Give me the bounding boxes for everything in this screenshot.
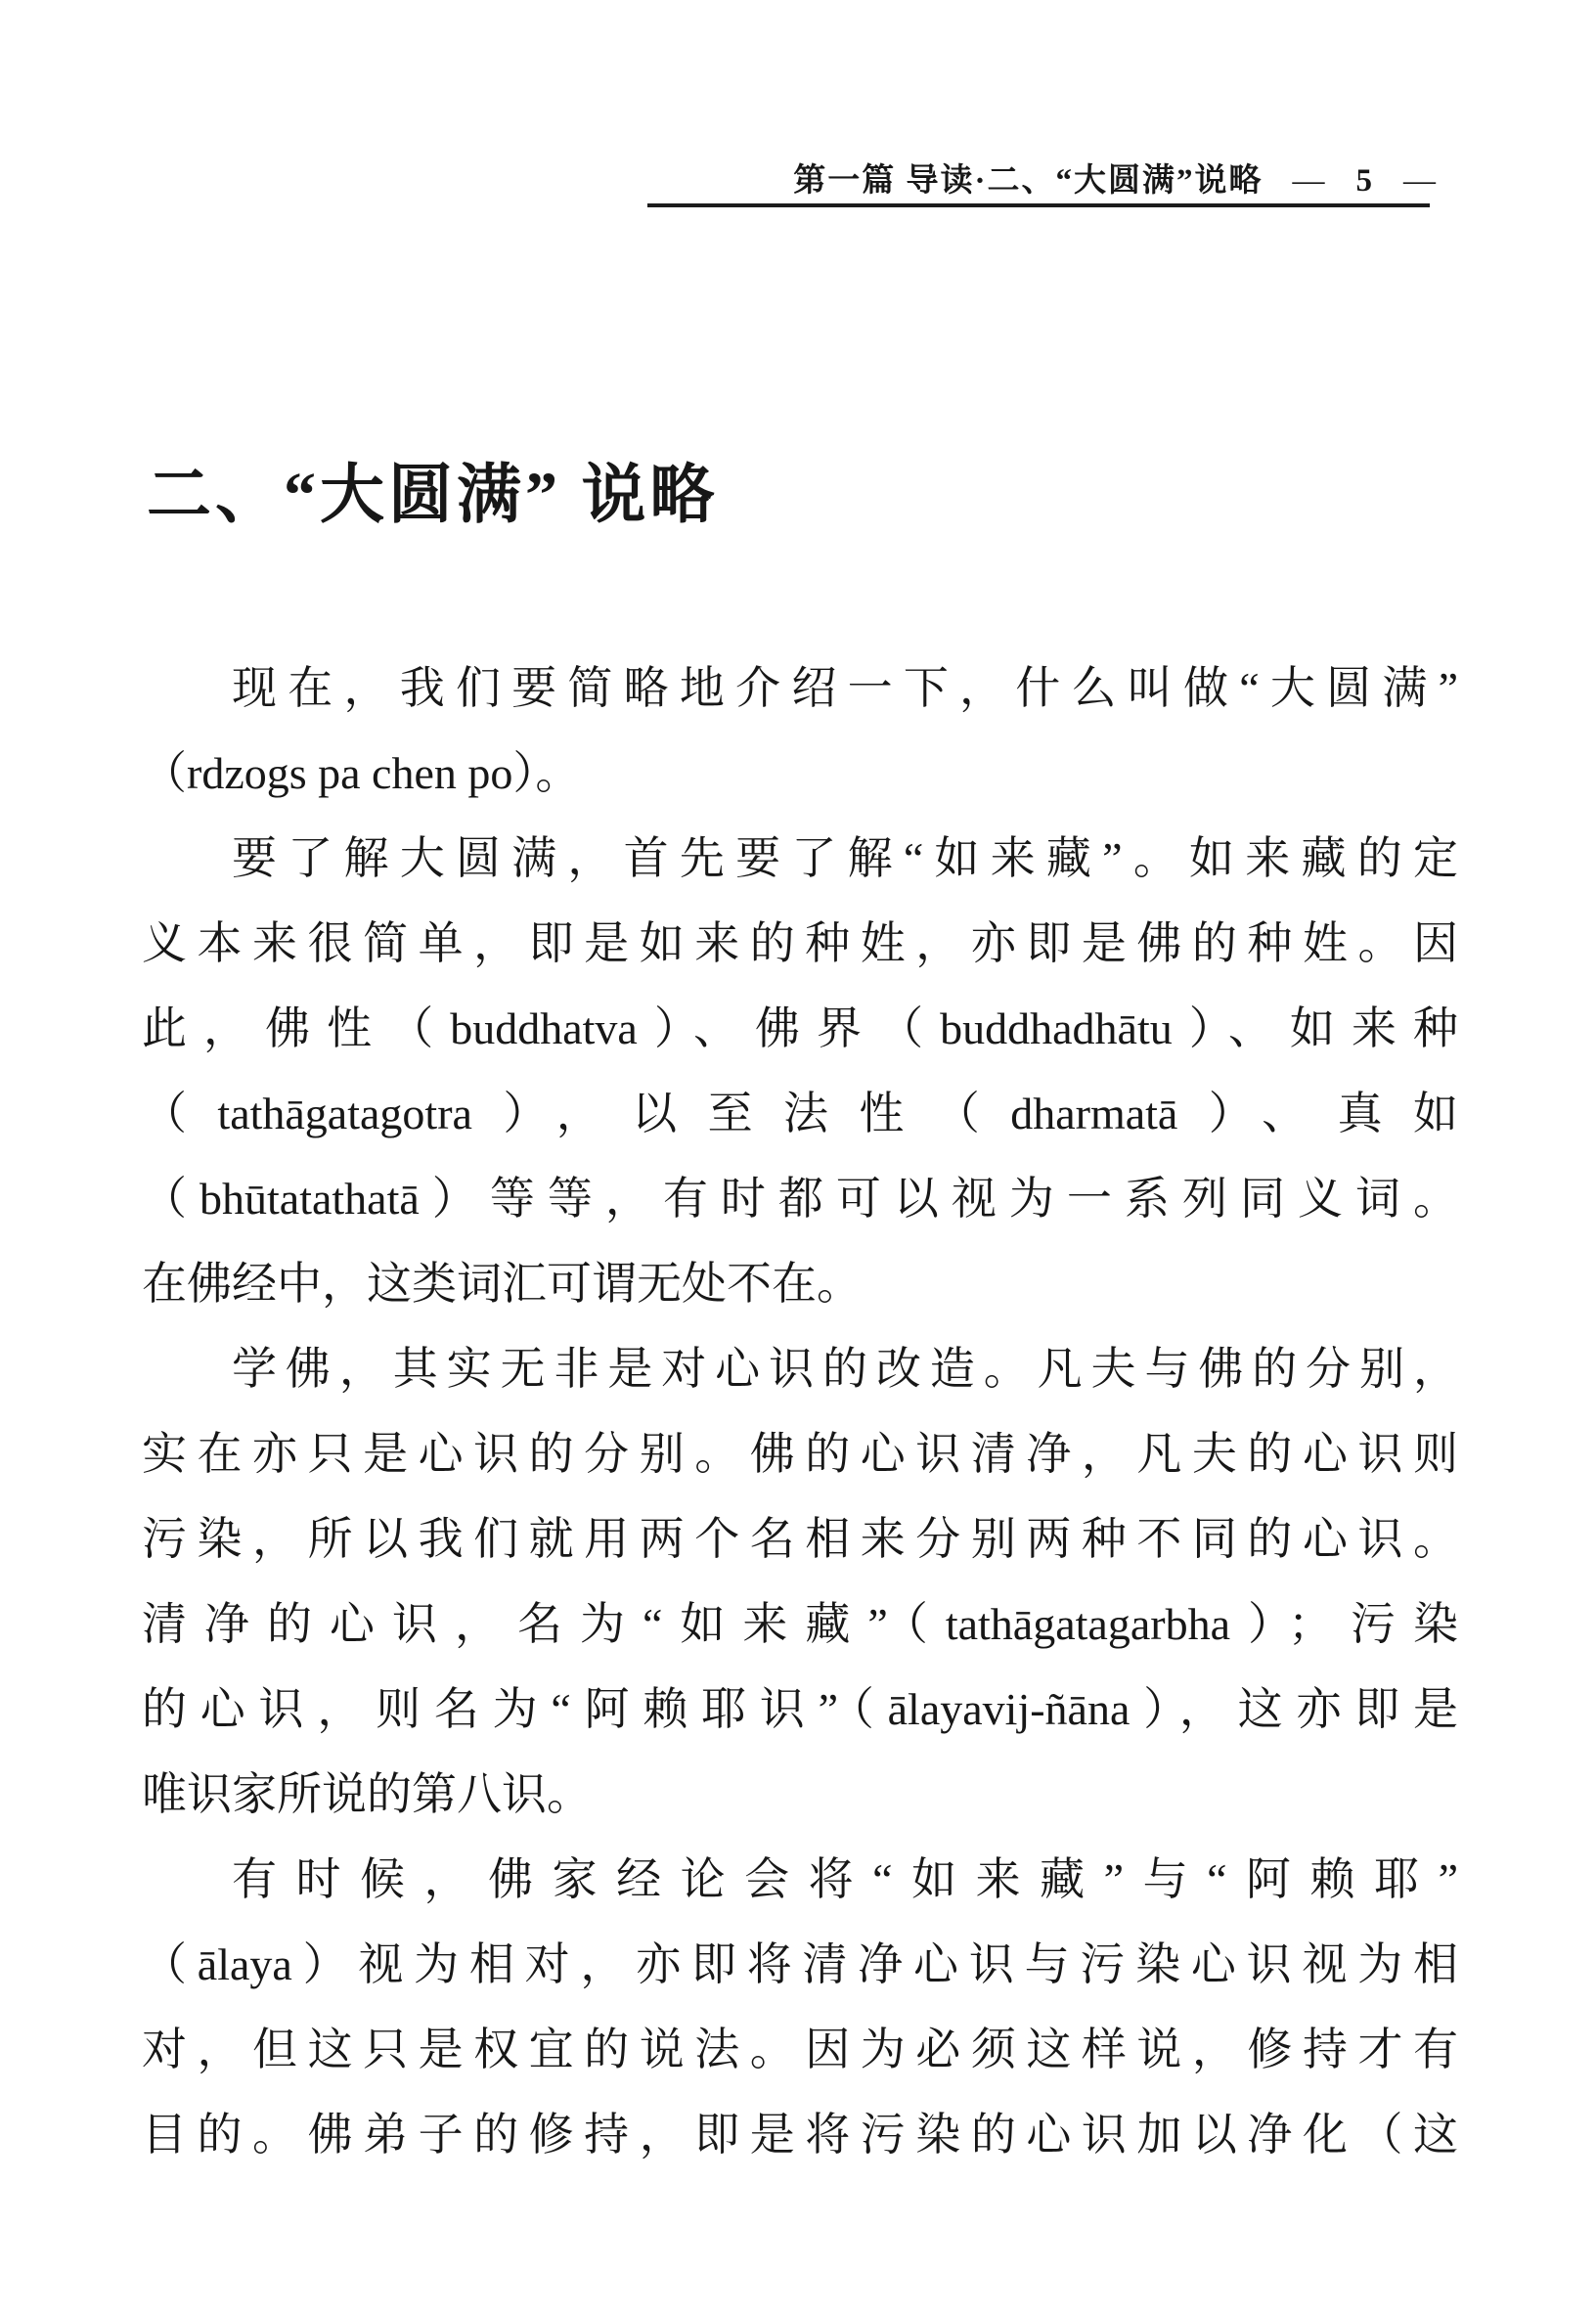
header-page-number: 5 [1355,163,1374,199]
running-header [645,155,1438,200]
text-line: 此，佛性（buddhatva）、佛界（buddhadhātu）、如来种 [142,1003,1458,1053]
chapter-title: 二、“大圆满” 说略 [147,460,719,532]
header-dash-left: — [1292,163,1327,199]
text-line: 清净的心识，名为“如来藏”（tathāgatagarbha）；污染 [142,1599,1458,1649]
text-line: （tathāgatagotra），以至法性（dharmatā）、真如 [142,1089,1458,1138]
text-line: 污染，所以我们就用两个名相来分别两种不同的心识。 [142,1514,1458,1564]
header-rule [647,203,1430,207]
text-line: 唯识家所说的第八识。 [142,1769,592,1819]
text-line: 要了解大圆满，首先要了解“如来藏”。如来藏的定 [232,833,1458,883]
text-line: （ālaya）视为相对，亦即将清净心识与污染心识视为相 [142,1939,1458,1989]
text-line: 学佛，其实无非是对心识的改造。凡夫与佛的分别， [232,1344,1458,1394]
text-line: 对，但这只是权宜的说法。因为必须这样说，修持才有 [142,2025,1458,2074]
body-text [142,646,1458,2177]
text-line: 目的。佛弟子的修持，即是将污染的心识加以净化（这 [142,2110,1458,2160]
text-line: 在佛经中，这类词汇可谓无处不在。 [142,1259,862,1309]
text-line: 有时候，佛家经论会将“如来藏”与“阿赖耶” [232,1854,1458,1904]
header-section-title: 第一篇 导读·二、“大圆满”说略 [793,163,1264,199]
text-line: 义本来很简单，即是如来的种姓，亦即是佛的种姓。因 [142,918,1458,968]
text-line: （rdzogs pa chen po）。 [142,748,581,798]
header-dash-right: — [1403,163,1438,199]
text-line: 的心识，则名为“阿赖耶识”（ālayavij-ñāna），这亦即是 [142,1684,1458,1734]
text-line: （bhūtatathatā）等等，有时都可以视为一系列同义词。 [142,1174,1458,1224]
text-line: 现在，我们要简略地介绍一下，什么叫做“大圆满” [232,663,1458,713]
text-line: 实在亦只是心识的分别。佛的心识清净，凡夫的心识则 [142,1429,1458,1479]
